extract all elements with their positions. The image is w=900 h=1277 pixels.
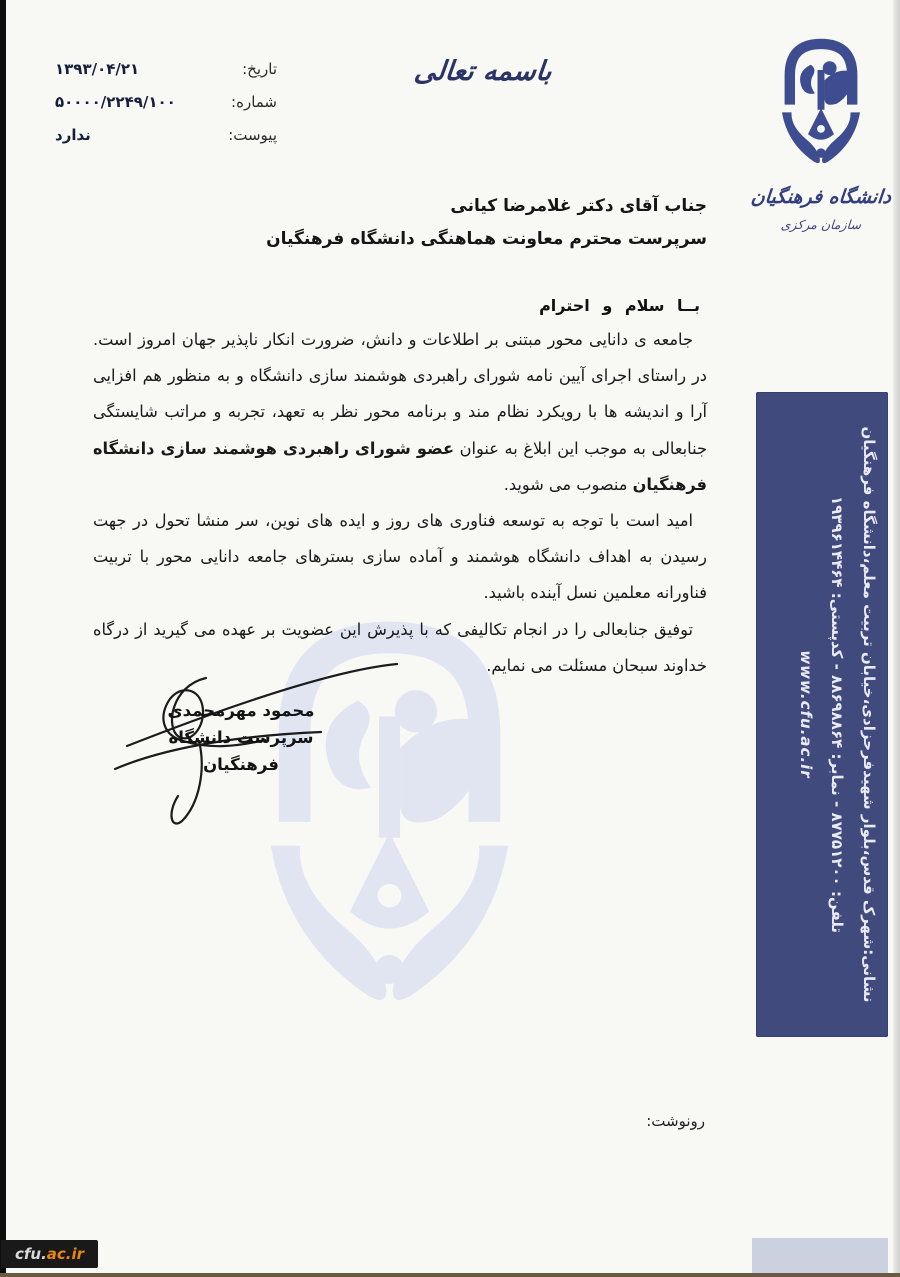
attachment-value: ندارد bbox=[55, 125, 91, 144]
p1-end: منصوب می شوید. bbox=[503, 474, 633, 494]
meta-row-attachment bbox=[55, 118, 277, 151]
phone-fax-postal-line: تلفن: ۸۷۷۵۱۲۰۰ - نمابر: ۸۸۶۹۸۸۶۴ - کدپستی: ۱۹۳۹۶۱۴۴۶۴ bbox=[828, 495, 846, 933]
recipient-title: سرپرست محترم معاونت هماهنگی دانشگاه فرهنگیان bbox=[266, 229, 707, 249]
p1-bold-appointment-title: عضو شورای راهبردی هوشمند سازی دانشگاه فرهنگیان bbox=[93, 438, 707, 494]
website-line: www.cfu.ac.ir bbox=[797, 650, 815, 779]
university-name: دانشگاه فرهنگیان bbox=[749, 186, 893, 208]
university-logo-block bbox=[750, 28, 892, 232]
scan-edge-bottom bbox=[0, 1273, 900, 1277]
signatory-title: سرپرست دانشگاه فرهنگیان bbox=[168, 728, 314, 774]
number-label: شماره: bbox=[231, 92, 277, 111]
date-value: ۱۳۹۳/۰۴/۲۱ bbox=[55, 59, 140, 78]
scan-edge-right bbox=[893, 0, 900, 1277]
meta-row-date bbox=[55, 52, 277, 85]
organization-name: سازمان مرکزی bbox=[780, 217, 862, 232]
recipient-block bbox=[266, 190, 707, 256]
contact-sidebar-text bbox=[756, 392, 888, 1037]
address-line: نشانی:شهرک قدس،بلوار شهیدفرحزادی،خیابان تربیت معلم،دانشگاه فرهنگیان bbox=[860, 426, 878, 1003]
signature-block bbox=[143, 697, 339, 778]
scan-edge-left bbox=[0, 0, 6, 1277]
date-label: تاریخ: bbox=[242, 59, 277, 78]
badge-prefix: cfu. bbox=[14, 1245, 47, 1263]
letter-meta-block bbox=[55, 52, 277, 151]
salutation: بــا سلام و احترام bbox=[539, 296, 700, 315]
university-logo-icon bbox=[769, 28, 873, 176]
number-value: ۵۰۰۰۰/۲۲۴۹/۱۰۰ bbox=[55, 92, 176, 111]
scan-corner-tint bbox=[752, 1238, 888, 1273]
besmellah-calligraphy: باسمه تعالی bbox=[412, 56, 554, 87]
attachment-label: پیوست: bbox=[228, 125, 277, 144]
signatory-name: محمود مهرمحمدی bbox=[167, 701, 315, 720]
recipient-name: جناب آقای دکتر غلامرضا کیانی bbox=[450, 196, 707, 216]
copy-to-label: رونوشت: bbox=[646, 1112, 705, 1130]
site-watermark-badge bbox=[1, 1240, 98, 1268]
contact-sidebar bbox=[756, 392, 888, 1037]
paragraph-hope: امید است با توجه به توسعه فناوری های روز و ایده های نوین، سر منشا تحول در جهت رسیدن به اهداف دانشگاه هوشمند و آماده سازی بسترهای جامعه دانایی محور با تربیت فناورانه معلمین نسل آینده باشید. bbox=[93, 511, 707, 603]
p1-start: جامعه ی دانایی محور مبتنی بر اطلاعات و دانش، ضرورت انکار ناپذیر جهان امروز است. در راستای اجرای آیین نامه شورای راهبردی هوشمند سازی دانشگاه و به منظور هم افزایی آرا و اندیشه ها با رویکرد نظام مند و برنامه محور نظر به تعهد، تجربه و مراتب شایستگی جنابعالی به موجب این ابلاغ به عنوان bbox=[93, 330, 707, 458]
paragraph-wish: توفیق جنابعالی را در انجام تکالیفی که با پذیرش این عضویت بر عهده می گیرید از درگاه خداوند سبحان مسئلت می نمایم. bbox=[93, 619, 707, 675]
meta-row-number bbox=[55, 85, 277, 118]
badge-suffix: ac.ir bbox=[46, 1245, 85, 1263]
paragraph-appointment bbox=[93, 322, 707, 503]
